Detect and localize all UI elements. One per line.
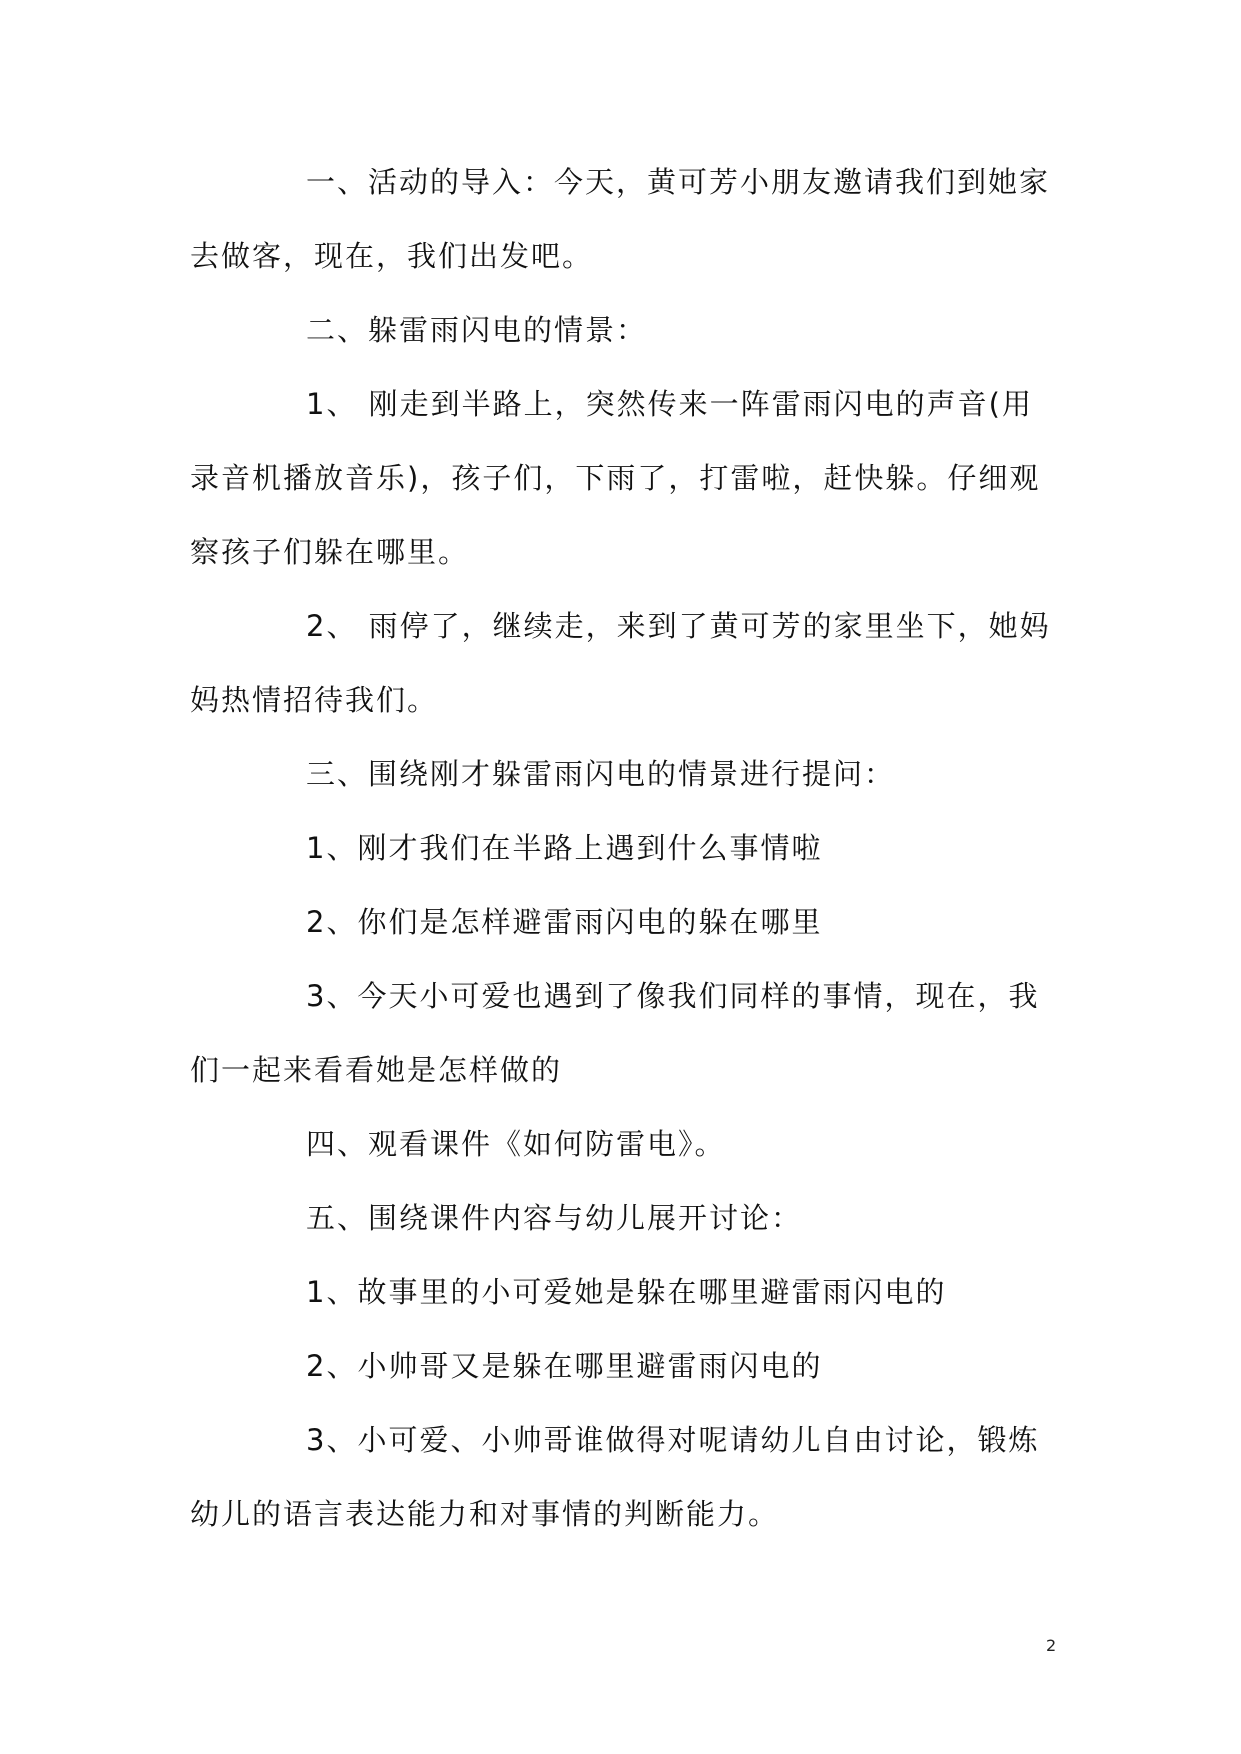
paragraph-section-5-item-2: 2、小帅哥又是躲在哪里避雷雨闪电的 [306, 1349, 823, 1383]
paragraph-section-4-heading: 四、观看课件《如何防雷电》。 [306, 1127, 726, 1161]
page-number: 2 [1046, 1636, 1057, 1655]
paragraph-section-3-heading: 三、围绕刚才躲雷雨闪电的情景进行提问： [306, 757, 896, 791]
paragraph-section-2-heading: 二、躲雷雨闪电的情景： [306, 313, 648, 347]
paragraph-section-3-item-1: 1、刚才我们在半路上遇到什么事情啦 [306, 831, 823, 865]
body-text [190, 145, 1060, 1551]
paragraph-section-5-item-3: 3、小可爱、小帅哥谁做得对呢请幼儿自由讨论，锻炼幼儿的语言表达能力和对事情的判断能力。 [190, 1423, 1040, 1531]
paragraph-section-5-item-1: 1、故事里的小可爱她是躲在哪里避雷雨闪电的 [306, 1275, 947, 1309]
paragraph-section-5-heading: 五、围绕课件内容与幼儿展开讨论： [306, 1201, 803, 1235]
paragraph-intro: 一、活动的导入：今天，黄可芳小朋友邀请我们到她家去做客，现在，我们出发吧。 [190, 165, 1051, 273]
paragraph-section-3-item-2: 2、你们是怎样避雷雨闪电的躲在哪里 [306, 905, 823, 939]
paragraph-section-2-item-2: 2、 雨停了，继续走，来到了黄可芳的家里坐下，她妈妈热情招待我们。 [190, 609, 1051, 717]
paragraph-section-3-item-3: 3、今天小可爱也遇到了像我们同样的事情，现在，我们一起来看看她是怎样做的 [190, 979, 1040, 1087]
paragraph-section-2-item-1: 1、 刚走到半路上，突然传来一阵雷雨闪电的声音(用录音机播放音乐)，孩子们，下雨了，打雷啦，赶快躲。仔细观察孩子们躲在哪里。 [190, 387, 1041, 569]
